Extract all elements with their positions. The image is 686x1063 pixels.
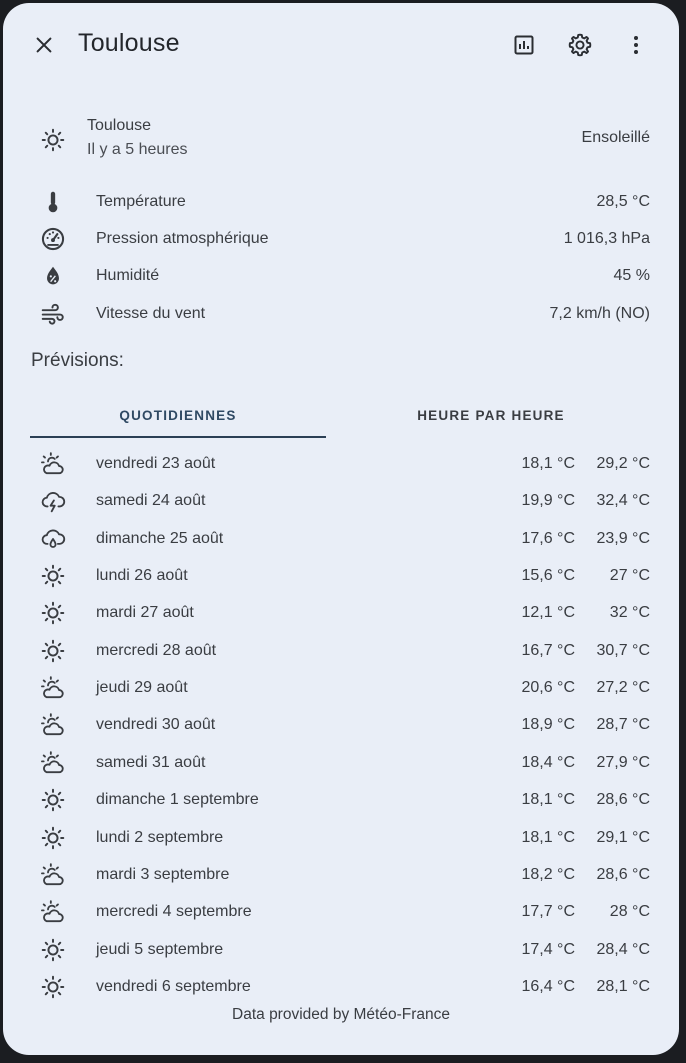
- attribute-row-humidity: [3, 258, 679, 295]
- attribute-value: 28,5 °C: [596, 193, 650, 210]
- forecast-low-temp: 20,6 °C: [521, 679, 575, 697]
- last-updated: Il y a 5 heures: [87, 141, 188, 158]
- forecast-row: [3, 446, 679, 483]
- forecast-high-temp: 28,1 °C: [596, 977, 650, 995]
- forecast-date: vendredi 30 août: [96, 716, 216, 734]
- attribute-value: 7,2 km/h (NO): [549, 305, 650, 322]
- forecast-low-temp: 18,2 °C: [521, 865, 575, 883]
- forecast-row: [3, 745, 679, 782]
- partly-cloudy-icon: [40, 675, 66, 701]
- attribute-label: Température: [96, 193, 186, 210]
- forecast-date: lundi 26 août: [96, 567, 188, 585]
- sunny-icon: [40, 600, 66, 626]
- forecast-row: [3, 521, 679, 558]
- forecast-date: jeudi 5 septembre: [96, 940, 224, 958]
- forecast-row: [3, 483, 679, 520]
- forecast-low-temp: 16,4 °C: [521, 977, 575, 995]
- close-button[interactable]: [22, 23, 66, 67]
- sunny-icon: [40, 127, 66, 153]
- forecast-low-temp: 17,6 °C: [521, 529, 575, 547]
- current-condition: Ensoleillé: [581, 129, 650, 146]
- water-percent-icon: [40, 263, 66, 289]
- forecast-row: [3, 894, 679, 931]
- forecast-date: dimanche 25 août: [96, 529, 224, 547]
- forecast-date: mardi 3 septembre: [96, 865, 230, 883]
- attribute-label: Vitesse du vent: [96, 305, 206, 322]
- dots-vertical-icon: [624, 33, 648, 57]
- forecast-high-temp: 28,6 °C: [596, 865, 650, 883]
- attribution-text: Data provided by Météo-France: [232, 1006, 450, 1023]
- forecast-row: [3, 782, 679, 819]
- more-options-button[interactable]: [614, 23, 658, 67]
- forecast-low-temp: 18,1 °C: [521, 828, 575, 846]
- forecast-high-temp: 29,2 °C: [596, 455, 650, 472]
- partly-cloudy-icon: [40, 712, 66, 738]
- forecast-date: samedi 24 août: [96, 492, 206, 510]
- sunny-icon: [40, 974, 66, 1000]
- forecast-row: [3, 969, 679, 1006]
- forecast-low-temp: 19,9 °C: [521, 492, 575, 510]
- forecast-row: [3, 707, 679, 744]
- forecast-high-temp: 28,7 °C: [596, 716, 650, 734]
- wind-icon: [40, 301, 66, 327]
- forecast-date: jeudi 29 août: [96, 679, 188, 697]
- partly-cloudy-icon: [40, 451, 66, 477]
- settings-button[interactable]: [558, 23, 602, 67]
- location-name: Toulouse: [87, 117, 152, 134]
- forecast-high-temp: 28 °C: [609, 903, 650, 921]
- gear-icon: [567, 32, 593, 58]
- forecast-date: mercredi 28 août: [96, 641, 217, 659]
- forecast-high-temp: 28,6 °C: [596, 791, 650, 809]
- sunny-icon: [40, 937, 66, 963]
- sunny-icon: [40, 825, 66, 851]
- forecast-row: [3, 932, 679, 969]
- partly-cloudy-icon: [40, 862, 66, 888]
- forecast-date: dimanche 1 septembre: [96, 791, 259, 809]
- more-info-dialog: [3, 3, 679, 1055]
- forecast-title: Prévisions:: [31, 350, 124, 371]
- sunny-icon: [40, 638, 66, 664]
- forecast-date: mercredi 4 septembre: [96, 903, 252, 921]
- forecast-high-temp: 30,7 °C: [596, 641, 650, 659]
- forecast-date: lundi 2 septembre: [96, 828, 224, 846]
- attribute-value: 45 %: [613, 267, 650, 284]
- partly-cloudy-icon: [40, 899, 66, 925]
- partly-cloudy-icon: [40, 750, 66, 776]
- forecast-row: [3, 558, 679, 595]
- forecast-date: samedi 31 août: [96, 753, 206, 771]
- forecast-low-temp: 18,1 °C: [521, 455, 575, 472]
- sunny-icon: [40, 787, 66, 813]
- forecast-high-temp: 32 °C: [609, 604, 650, 622]
- forecast-high-temp: 27 °C: [609, 567, 650, 585]
- attribute-row-wind: [3, 296, 679, 333]
- forecast-date: vendredi 23 août: [96, 455, 216, 472]
- forecast-low-temp: 18,1 °C: [521, 791, 575, 809]
- forecast-high-temp: 32,4 °C: [596, 492, 650, 510]
- forecast-high-temp: 27,9 °C: [596, 753, 650, 771]
- forecast-date: vendredi 6 septembre: [96, 977, 251, 995]
- forecast-low-temp: 17,7 °C: [521, 903, 575, 921]
- forecast-row: [3, 595, 679, 632]
- forecast-low-temp: 16,7 °C: [521, 641, 575, 659]
- tab-hourly[interactable]: HEURE PAR HEURE: [417, 407, 565, 423]
- forecast-row: [3, 857, 679, 894]
- active-tab-indicator: [30, 436, 326, 438]
- attribute-value: 1 016,3 hPa: [563, 230, 650, 247]
- attribute-label: Humidité: [96, 267, 160, 284]
- forecast-row: [3, 670, 679, 707]
- forecast-row: [3, 633, 679, 670]
- forecast-high-temp: 29,1 °C: [596, 828, 650, 846]
- attribute-row-temperature: [3, 184, 679, 221]
- forecast-low-temp: 15,6 °C: [521, 567, 575, 585]
- sunny-icon: [40, 563, 66, 589]
- forecast-low-temp: 18,4 °C: [521, 753, 575, 771]
- gauge-icon: [40, 226, 66, 252]
- attribute-row-pressure: [3, 221, 679, 258]
- forecast-high-temp: 28,4 °C: [596, 940, 650, 958]
- lightning-cloud-icon: [40, 488, 66, 514]
- dialog-header: [3, 3, 679, 93]
- close-icon: [33, 34, 55, 56]
- thermometer-icon: [40, 189, 66, 215]
- forecast-low-temp: 12,1 °C: [521, 604, 575, 622]
- chart-box-icon: [512, 33, 536, 57]
- forecast-high-temp: 23,9 °C: [596, 529, 650, 547]
- rain-cloud-icon: [40, 526, 66, 552]
- forecast-row: [3, 820, 679, 857]
- forecast-low-temp: 17,4 °C: [521, 940, 575, 958]
- forecast-date: mardi 27 août: [96, 604, 194, 622]
- history-button[interactable]: [502, 23, 546, 67]
- attribute-label: Pression atmosphérique: [96, 230, 269, 247]
- dialog-title: Toulouse: [78, 29, 180, 57]
- forecast-high-temp: 27,2 °C: [596, 679, 650, 697]
- tab-daily[interactable]: QUOTIDIENNES: [119, 407, 237, 423]
- forecast-low-temp: 18,9 °C: [521, 716, 575, 734]
